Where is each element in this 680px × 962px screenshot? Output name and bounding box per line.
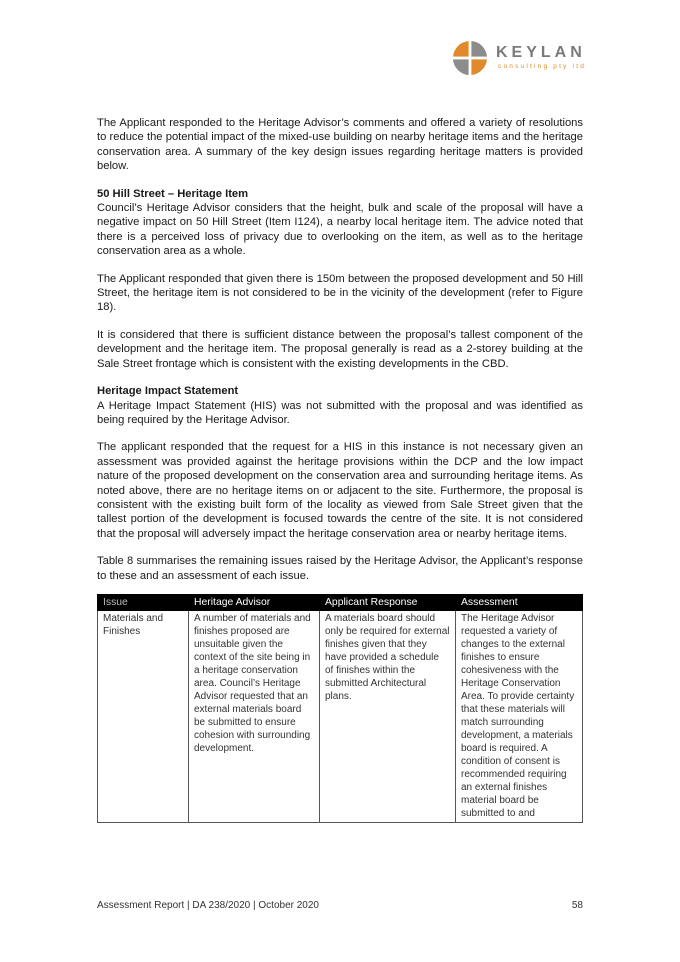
table-row [98, 610, 583, 822]
col-header-applicant-response: Applicant Response [320, 594, 456, 610]
footer-text: Assessment Report | DA 238/2020 | October 2020 [97, 900, 319, 911]
report-body [97, 116, 583, 823]
col-header-assessment: Assessment [456, 594, 583, 610]
cell-heritage-advisor: A number of materials and finishes proposed are unsuitable given the context of the site being in a heritage conservation area. Council’s Heritage Advisor requested that an external materials board be submitted to ensure cohesion with surrounding development. [189, 610, 320, 822]
col-header-issue: Issue [98, 594, 189, 610]
page-number: 58 [571, 900, 583, 911]
his-paragraph-1: A Heritage Impact Statement (HIS) was not submitted with the proposal and was identified as being required by the Heritage Advisor. [97, 399, 583, 426]
hill-street-paragraph-3: It is considered that there is sufficient distance between the proposal’s tallest component of the development and the heritage item. The proposal generally is read as a 2-storey building at the Sale Street frontage which is consistent with the existing developments in the CBD. [97, 328, 583, 370]
his-paragraph-2: The applicant responded that the request for a HIS in this instance is not necessary given an assessment was provided against the heritage provisions within the DCP and the low impact nature of the proposed development on the conservation area and surrounding heritage items. As noted above, there are no heritage items on or adjacent to the site. Furthermore, the proposal is consistent with the existing built form of the locality as viewed from Sale Street given that the tallest portion of the development is focused towards the centre of the site. It is not considered that the proposal will adversely impact the heritage conservation area or nearby heritage items. [97, 441, 583, 540]
table-intro-paragraph: Table 8 summarises the remaining issues raised by the Heritage Advisor, the Applicant’s response to these and an assessment of each issue. [97, 555, 583, 582]
cell-assessment: The Heritage Advisor requested a variety of changes to the external finishes to ensure cohesiveness with the Heritage Conservation Area. To provide certainty that these materials will match surrounding development, a materials board is required. A condition of consent is recommended requiring an external finishes material board be submitted to and [456, 610, 583, 822]
logo-wordmark: KEYLAN [496, 44, 586, 61]
hill-street-paragraph-1: Council’s Heritage Advisor considers that the height, bulk and scale of the proposal will have a negative impact on 50 Hill Street (Item I124), a nearby local heritage item. The advice noted that there is a perceived loss of privacy due to overlooking on the item, as well as to the heritage conservation area as a whole. [97, 202, 583, 258]
section-heading-his: Heritage Impact Statement [97, 385, 239, 398]
col-header-heritage-advisor: Heritage Advisor [189, 594, 320, 610]
page-footer [97, 900, 583, 911]
table-header-row [98, 594, 583, 610]
cell-applicant-response: A materials board should only be required for external finishes given that they have provided a schedule of finishes within the submitted Architectural plans. [320, 610, 456, 822]
heritage-issues-table [97, 594, 583, 823]
intro-paragraph: The Applicant responded to the Heritage Advisor’s comments and offered a variety of resolutions to reduce the potential impact of the mixed-use building on nearby heritage items and the heritage conservation area. A summary of the key design issues regarding heritage matters is provided below. [97, 117, 583, 173]
hill-street-paragraph-2: The Applicant responded that given there is 150m between the proposed development and 50 Hill Street, the heritage item is not considered to be in the vicinity of the development (refer to Figure 18). [97, 272, 583, 314]
cell-issue: Materials and Finishes [98, 610, 189, 822]
section-heading-hill-street: 50 Hill Street – Heritage Item [97, 187, 249, 200]
logo-mark-icon [452, 40, 488, 76]
logo-tagline: consulting pty ltd [498, 63, 587, 70]
